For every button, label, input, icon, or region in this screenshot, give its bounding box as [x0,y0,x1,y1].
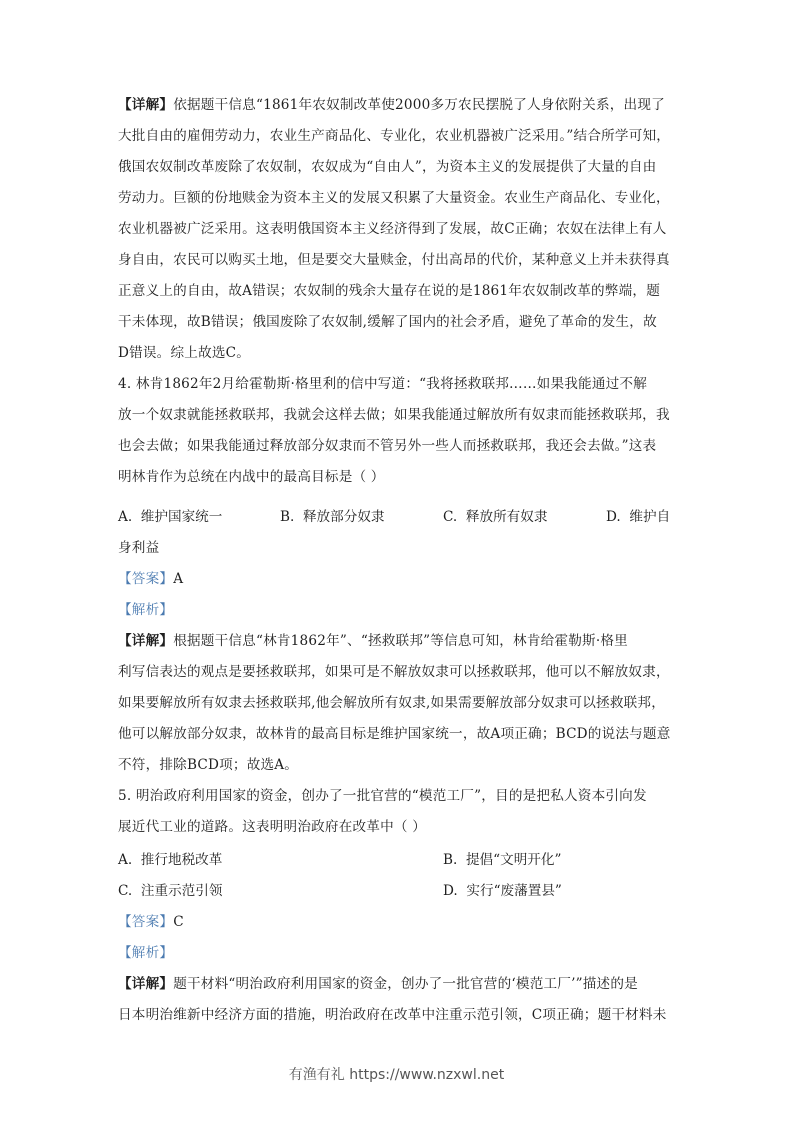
q5-stem-line: 5. 明治政府利用国家的资金，创办了一批官营的“模范工厂”，目的是把私人资本引向发 [118,788,647,804]
q3-detail-line: 正意义上的自由，故A错误；农奴制的残余大量存在说的是1861年农奴制改革的弊端，题 [118,283,660,299]
q4-option-d-wrap: 身利益 [118,540,160,556]
q4-stem-line: 明林肯作为总统在内战中的最高目标是（ ） [118,469,385,485]
answer-value: A [173,571,184,587]
q5-stem-line: 展近代工业的道路。这表明明治政府在改革中（ ） [118,819,426,835]
detail-label: 【详解】 [118,633,174,649]
footer-watermark: 有渔有礼 https://www.nzxwl.net [288,1067,505,1083]
q4-answer [118,564,674,595]
q3-detail-line: 大批自由的雇佣劳动力，农业生产商品化、专业化，农业机器被广泛采用。”结合所学可知， [118,128,671,144]
q5-option-b: B. 提倡“文明开化” [443,852,562,868]
answer-label: 【答案】 [118,571,174,587]
q5-detail-line: 日本明治维新中经济方面的措施，明治政府在改革中注重示范引领，C项正确；题干材料未 [118,1007,667,1023]
q4-option-c: C. 释放所有奴隶 [443,509,548,525]
q4-analysis-label: 【解析】 [118,602,174,618]
q5-option-d: D. 实行“废藩置县” [443,883,562,899]
q3-detail-line: 劳动力。巨额的份地赎金为资本主义的发展又积累了大量资金。农业生产商品化、专业化， [118,190,670,206]
detail-label: 【详解】 [118,97,174,113]
q4-detail-line: 不符，排除BCD项；故选A。 [118,757,299,773]
q5-detail-line: 【详解】题干材料“明治政府利用国家的资金，创办了一批官营的‘模范工厂’”描述的是 [118,976,638,992]
q5-option-a: A. 推行地税改革 [118,852,223,868]
q4-detail-line: 利写信表达的观点是要拯救联邦，如果可是不解放奴隶可以拯救联邦，他可以不解放奴隶， [118,664,670,680]
q3-detail-line: 【详解】依据题干信息“1861年农奴制改革使2000多万农民摆脱了人身依附关系，出现了 [118,97,665,113]
q4-option-a: A. 维护国家统一 [118,509,223,525]
q5-answer [118,907,674,938]
answer-value: C [173,914,184,930]
q4-detail-line: 如果要解放所有奴隶去拯救联邦,他会解放所有奴隶,如果需要解放部分奴隶可以拯救联邦， [118,695,665,711]
q4-stem-line: 4. 林肯1862年2月给霍勒斯·格里利的信中写道：“我将拯救联邦……如果我能通过不解 [118,376,647,392]
q4-stem-line: 放一个奴隶就能拯救联邦，我就会这样去做；如果我能通过解放所有奴隶而能拯救联邦，我 [118,407,670,423]
q3-detail-line: D错误。综上故选C。 [118,345,251,361]
q5-option-c: C. 注重示范引领 [118,883,223,899]
q4-option-b: B. 释放部分奴隶 [280,509,385,525]
q3-detail-line: 俄国农奴制改革废除了农奴制，农奴成为“自由人”，为资本主义的发展提供了大量的自由 [118,159,657,175]
q4-detail-line: 他可以解放部分奴隶，故林肯的最高目标是维护国家统一，故A项正确；BCD的说法与题意 [118,726,671,742]
q4-option-d: D. 维护自 [606,509,671,525]
q4-stem-line: 也会去做；如果我能通过释放部分奴隶而不管另外一些人而拯救联邦，我还会去做。”这表 [118,438,657,454]
q3-detail-line: 身自由，农民可以购买土地，但是要交大量赎金，付出高昂的代价，某种意义上并未获得真 [118,252,670,268]
detail-label: 【详解】 [118,976,174,992]
answer-label: 【答案】 [118,914,174,930]
q3-detail-line: 农业机器被广泛采用。这表明俄国资本主义经济得到了发展，故C正确；农奴在法律上有人 [118,221,667,237]
q4-detail-line: 【详解】根据题干信息“林肯1862年”、“拯救联邦”等信息可知，林肯给霍勒斯·格里 [118,633,628,649]
q3-detail-line: 干未体现，故B错误；俄国废除了农奴制,缓解了国内的社会矛盾，避免了革命的发生，故 [118,314,657,330]
q5-analysis-label: 【解析】 [118,945,174,961]
